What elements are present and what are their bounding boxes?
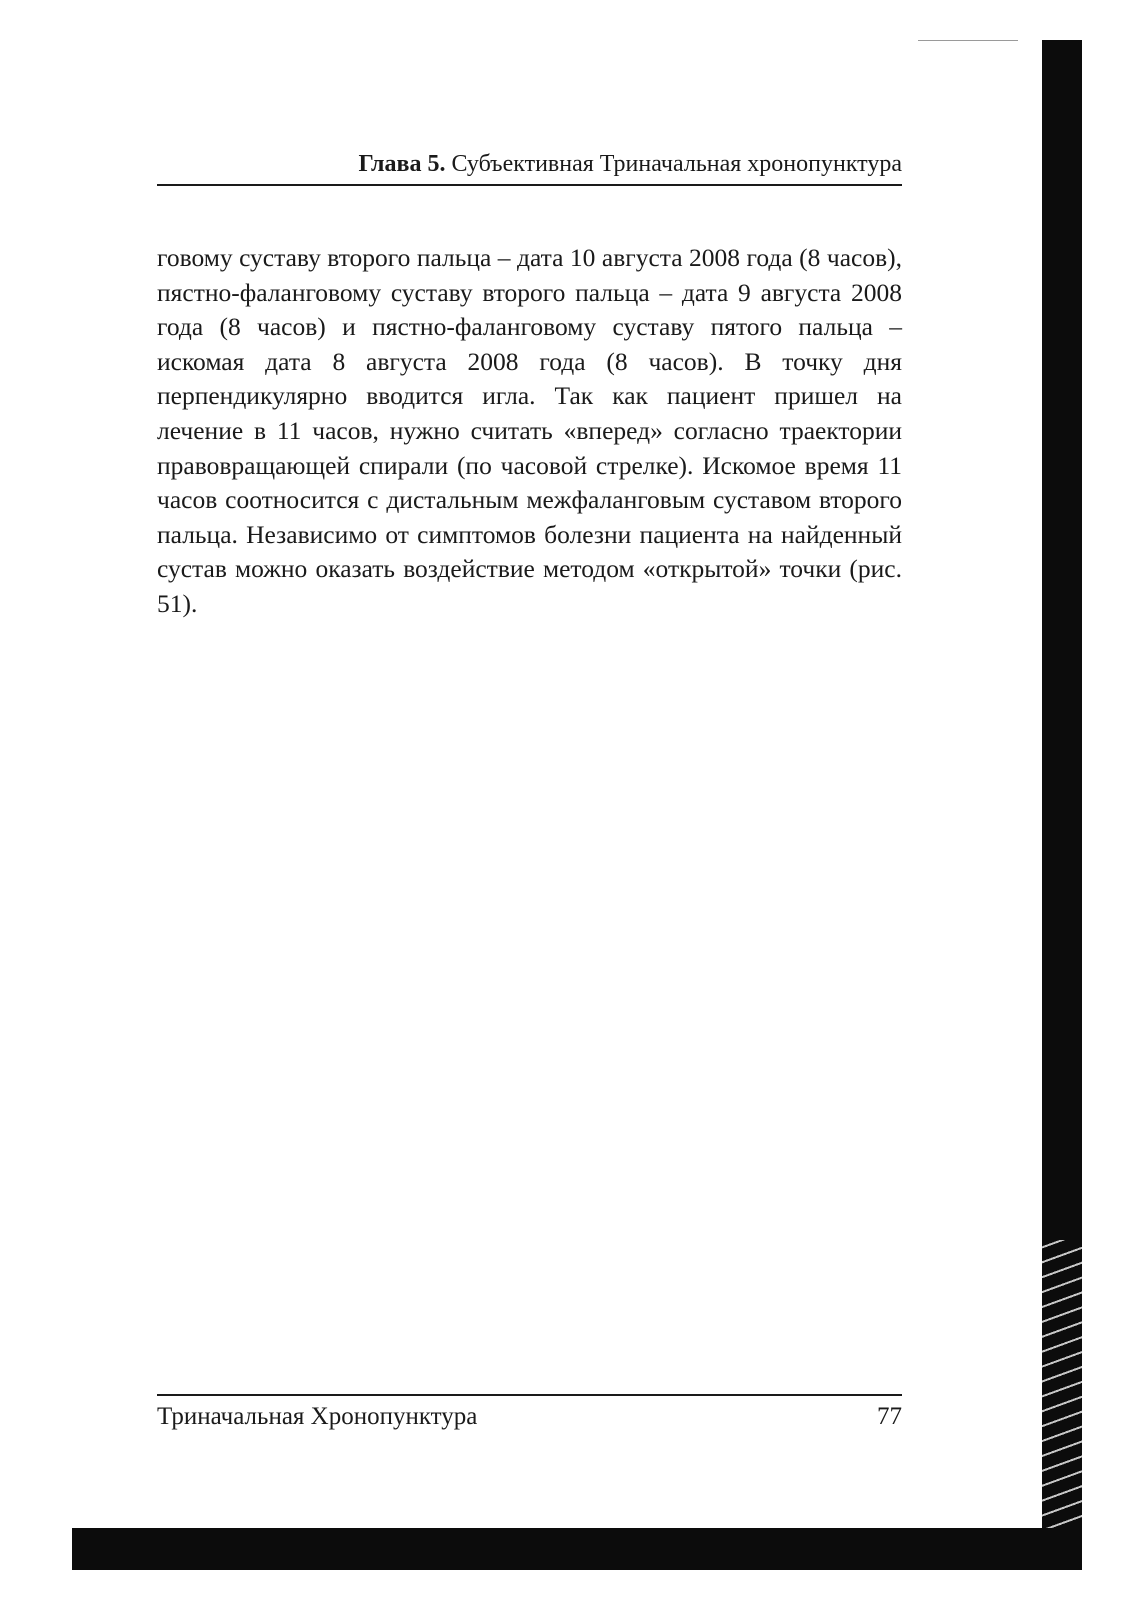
- running-header: [157, 149, 902, 179]
- scan-top-line: [918, 40, 1018, 41]
- running-footer-title: Триначальная Хронопунктура: [157, 1403, 478, 1430]
- chapter-title: Субъективная Триначальная хронопунктура: [451, 151, 902, 177]
- body-paragraph: говому суставу второго пальца – дата 10 августа 2008 года (8 часов), пястно-фаланговому суставу второго пальца – дата 9 августа 2008 года (8 часов) и пястно-фаланговому суставу пятого пальца – искомая дата 8 августа 2008 года (8 часов). В точку дня перпендикулярно вводится игла. Так как пациент пришел на лечение в 11 часов, нужно считать «вперед» согласно траектории правовращающей спирали (по часовой стрелке). Искомое время 11 часов соотносится с дистальным межфаланговым суставом второго пальца. Независимо от симптомов болезни пациента на найденный сустав можно оказать воздействие методом «открытой» точки (рис. 51).: [157, 243, 902, 618]
- scan-edge-bottom: [72, 1528, 1082, 1570]
- chapter-label: Глава 5.: [358, 151, 446, 177]
- footer-rule: [157, 1394, 902, 1396]
- page-number: 77: [877, 1403, 902, 1430]
- header-rule: [157, 184, 902, 186]
- body-text: [157, 241, 902, 622]
- scan-edge-fray: [1042, 1240, 1082, 1530]
